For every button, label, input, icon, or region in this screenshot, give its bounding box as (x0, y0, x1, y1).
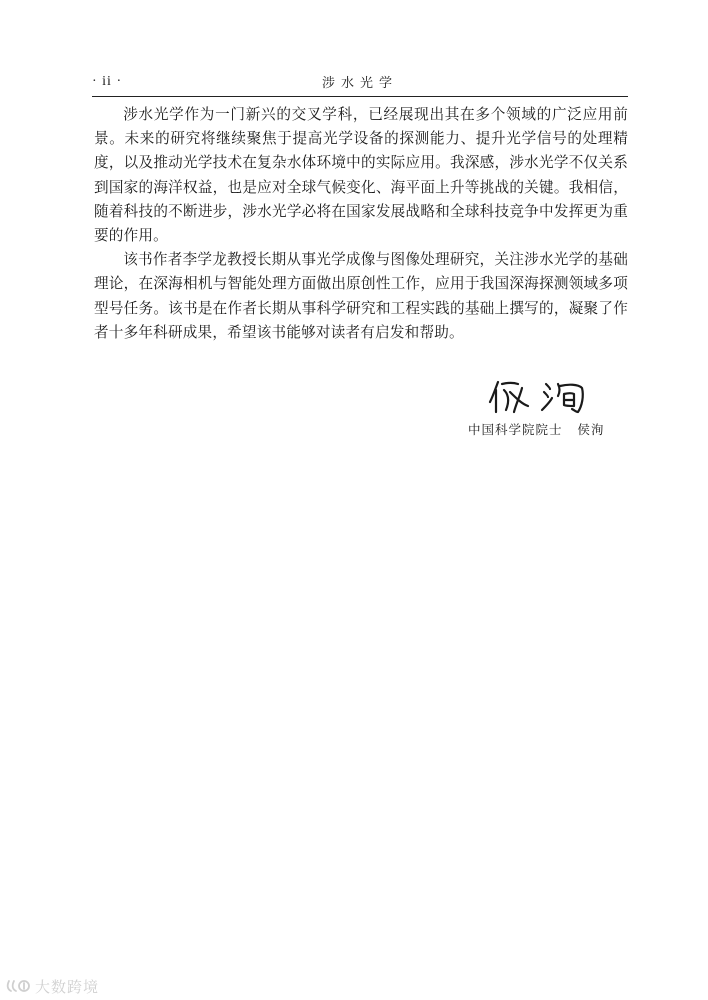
running-header (92, 70, 628, 94)
page-number: · ii · (92, 74, 123, 89)
watermark-text: 大数跨境 (35, 977, 100, 996)
header-rule (92, 96, 628, 97)
signer-affiliation: 中国科学院院士 侯洵 (468, 422, 605, 437)
running-title: 涉水光学 (321, 76, 398, 91)
handwritten-signature (488, 376, 598, 416)
foreword-body (94, 103, 628, 345)
paragraph-2: 该书作者李学龙教授长期从事光学成像与图像处理研究，关注涉水光学的基础理论，在深海相机与智能处理方面做出原创性工作，应用于我国深海探测领域多项型号任务。该书是在作者长期从事科学研究和工程实践的基础上撰写的，凝聚了作者十多年科研成果，希望该书能够对读者有启发和帮助。 (94, 251, 628, 341)
watermark-logo-icon (6, 977, 32, 995)
watermark (6, 975, 99, 997)
paragraph-1: 涉水光学作为一门新兴的交叉学科，已经展现出其在多个领域的广泛应用前景。未来的研究将继续聚焦于提高光学设备的探测能力、提升光学信号的处理精度，以及推动光学技术在复杂水体环境中的实际应用。我深感，涉水光学不仅关系到国家的海洋权益，也是应对全球气候变化、海平面上升等挑战的关键。我相信，随着科技的不断进步，涉水光学必将在国家发展战略和全球科技竞争中发挥更为重要的作用。 (94, 106, 628, 245)
signature-image (488, 376, 598, 416)
